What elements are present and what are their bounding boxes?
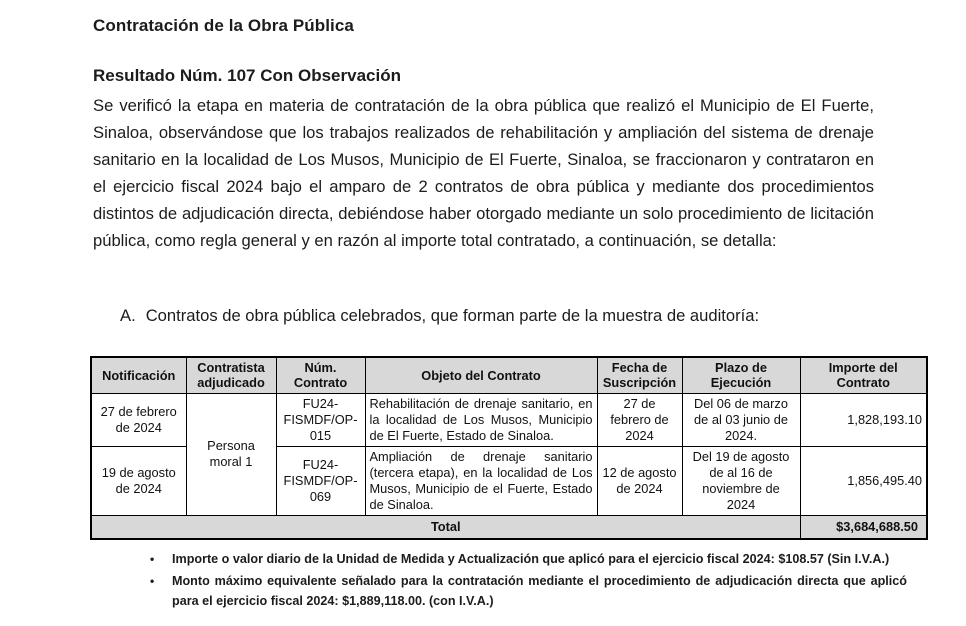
cell-num-contrato-1: FU24-FISMDF/OP-015 bbox=[276, 393, 365, 446]
total-label: Total bbox=[91, 515, 800, 539]
header-contratista: Contratista adjudicado bbox=[186, 357, 276, 393]
table-header-row bbox=[91, 357, 927, 393]
cell-num-contrato-2: FU24-FISMDF/OP-069 bbox=[276, 446, 365, 515]
footnote-item bbox=[150, 549, 907, 569]
footnote-text: Monto máximo equivalente señalado para la contratación mediante el procedimiento de adjudicación directa que aplicó para el ejercicio fiscal 2024: $1,889,118.00. (con I.V.A.) bbox=[172, 574, 907, 608]
cell-importe-1: 1,828,193.10 bbox=[800, 393, 927, 446]
header-plazo: Plazo de Ejecución bbox=[682, 357, 800, 393]
header-objeto: Objeto del Contrato bbox=[365, 357, 597, 393]
cell-objeto-2: Ampliación de drenaje sanitario (tercera etapa), en la localidad de Los Musos, Municipio de el Fuerte, Estado de Sinaloa. bbox=[365, 446, 597, 515]
table-row bbox=[91, 393, 927, 446]
table-total-row bbox=[91, 515, 927, 539]
cell-importe-2: 1,856,495.40 bbox=[800, 446, 927, 515]
contracts-table bbox=[90, 356, 928, 540]
section-a-label: A. bbox=[120, 306, 136, 325]
document-title: Contratación de la Obra Pública bbox=[93, 16, 354, 35]
cell-notificacion-1: 27 de febrero de 2024 bbox=[91, 393, 186, 446]
section-a-text: Contratos de obra pública celebrados, que forman parte de la muestra de auditoría: bbox=[145, 306, 760, 325]
footnotes-list bbox=[150, 549, 907, 613]
cell-contratista: Persona moral 1 bbox=[186, 393, 276, 515]
cell-fecha-1: 27 de febrero de 2024 bbox=[597, 393, 682, 446]
total-value: $3,684,688.50 bbox=[800, 515, 927, 539]
cell-notificacion-2: 19 de agosto de 2024 bbox=[91, 446, 186, 515]
header-notificacion: Notificación bbox=[91, 357, 186, 393]
footnote-text: Importe o valor diario de la Unidad de Medida y Actualización que aplicó para el ejercicio fiscal 2024: $108.57 (Sin I.V.A.) bbox=[172, 552, 890, 566]
header-fecha-suscripcion: Fecha de Suscripción bbox=[597, 357, 682, 393]
body-paragraph: Se verificó la etapa en materia de contratación de la obra pública que realizó el Municipio de El Fuerte, Sinaloa, observándose que los trabajos realizados de rehabilitación y ampliación del sistema de drenaje sanitario en la localidad de Los Musos, Municipio de El Fuerte, Sinaloa, se fraccionaron y contrataron en el ejercicio fiscal 2024 bajo el amparo de 2 contratos de obra pública y mediante dos procedimientos distintos de adjudicación directa, debiéndose haber otorgado mediante un solo procedimiento de licitación pública, como regla general y en razón al importe total contratado, a continuación, se detalla: bbox=[93, 96, 874, 250]
bullet-icon: • bbox=[150, 574, 155, 588]
cell-plazo-2: Del 19 de agosto de al 16 de noviembre de 2024 bbox=[682, 446, 800, 515]
header-num-contrato: Núm. Contrato bbox=[276, 357, 365, 393]
bullet-icon: • bbox=[150, 552, 155, 566]
result-heading: Resultado Núm. 107 Con Observación bbox=[93, 66, 401, 85]
cell-objeto-1: Rehabilitación de drenaje sanitario, en la localidad de Los Musos, Municipio de El Fuerte, Estado de Sinaloa. bbox=[365, 393, 597, 446]
cell-plazo-1: Del 06 de marzo de al 03 junio de 2024. bbox=[682, 393, 800, 446]
section-a-heading bbox=[120, 306, 900, 326]
cell-fecha-2: 12 de agosto de 2024 bbox=[597, 446, 682, 515]
footnote-item bbox=[150, 571, 907, 611]
header-importe: Importe del Contrato bbox=[800, 357, 927, 393]
